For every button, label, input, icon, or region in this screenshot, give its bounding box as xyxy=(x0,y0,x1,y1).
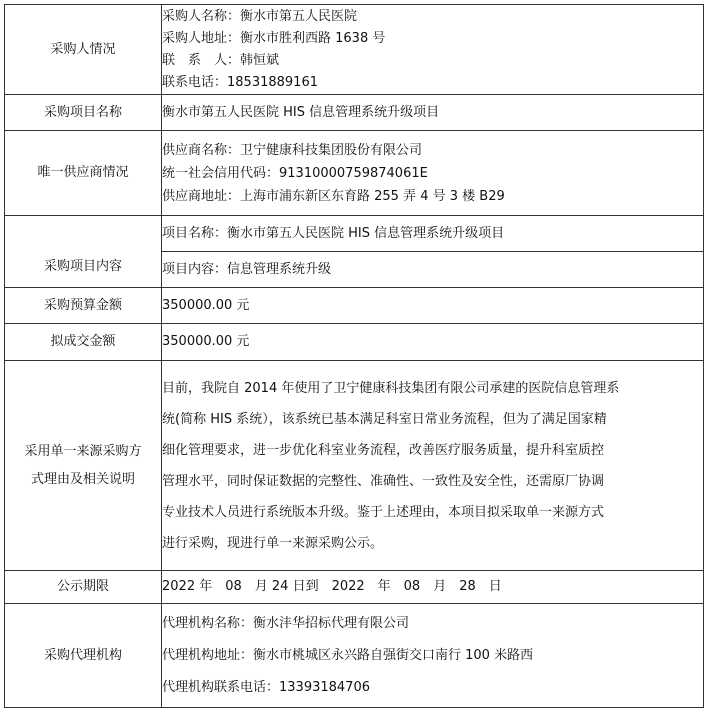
deal-amount-value xyxy=(162,324,704,361)
content-item-name xyxy=(162,216,704,252)
supplier-details xyxy=(162,131,704,216)
budget-row xyxy=(5,288,704,324)
budget-label: 采购预算金额 xyxy=(5,288,162,324)
deal-amount-row xyxy=(5,324,704,361)
reason-row xyxy=(5,361,704,571)
project-name-label: 采购项目名称 xyxy=(5,95,162,131)
notice-period-text: 2022 年 08 月 24 日到 2022 年 08 月 28 日 xyxy=(162,579,502,594)
deal-amount-label: 拟成交金额 xyxy=(5,324,162,361)
supplier-row xyxy=(5,131,704,216)
content-label: 采购项目内容 xyxy=(5,216,162,288)
notice-period-row xyxy=(5,571,704,604)
project-name-value xyxy=(162,95,704,131)
agency-phone: 代理机构联系电话：13393184706 xyxy=(162,679,370,695)
reason-line: 进行采购，现进行单一来源采购公示。 xyxy=(162,535,384,551)
purchaser-address: 采购人地址：衡水市胜利西路 1638 号 xyxy=(162,30,386,46)
reason-line: 细化管理要求，进一步优化科室业务流程，改善医疗服务质量，提升科室质控 xyxy=(162,442,605,458)
budget-amount: 350000.00 元 xyxy=(162,297,250,313)
deal-amount-text: 350000.00 元 xyxy=(162,334,250,349)
supplier-label: 唯一供应商情况 xyxy=(5,131,162,216)
supplier-address: 供应商地址：上海市浦东新区东育路 255 弄 4 号 3 楼 B29 xyxy=(162,188,505,204)
agency-row xyxy=(5,604,704,708)
reason-label-line-2: 式理由及相关说明 xyxy=(30,471,135,487)
purchaser-details xyxy=(162,5,704,95)
notice-period-label: 公示期限 xyxy=(5,571,162,604)
purchaser-contact: 联 系 人：韩恒斌 xyxy=(162,52,280,68)
reason-text xyxy=(162,361,704,571)
reason-line: 统(简称 HIS 系统），该系统已基本满足科室日常业务流程，但为了满足国家精 xyxy=(162,411,607,427)
purchaser-phone: 联系电话：18531889161 xyxy=(162,74,318,90)
reason-line: 专业技术人员进行系统版本升级。鉴于上述理由，本项目拟采取单一来源方式 xyxy=(162,504,605,520)
notice-period-value xyxy=(162,571,704,604)
reason-line: 目前，我院自 2014 年使用了卫宁健康科技集团有限公司承建的医院信息管理系 xyxy=(162,380,620,396)
agency-label: 采购代理机构 xyxy=(5,604,162,708)
procurement-notice-table xyxy=(4,4,704,708)
purchaser-row xyxy=(5,5,704,95)
agency-address: 代理机构地址：衡水市桃城区永兴路自强街交口南行 100 米路西 xyxy=(162,647,534,663)
content-item-name-text: 项目名称：衡水市第五人民医院 HIS 信息管理系统升级项目 xyxy=(162,225,505,241)
agency-name: 代理机构名称：衡水沣华招标代理有限公司 xyxy=(162,615,410,631)
purchaser-name: 采购人名称：衡水市第五人民医院 xyxy=(162,8,358,24)
purchaser-label: 采购人情况 xyxy=(5,5,162,95)
content-row-1 xyxy=(5,216,704,252)
reason-label xyxy=(5,361,162,571)
reason-label-line-1: 采用单一来源采购方 xyxy=(24,443,142,459)
content-item-content-text: 项目内容：信息管理系统升级 xyxy=(162,261,332,277)
project-name-text: 衡水市第五人民医院 HIS 信息管理系统升级项目 xyxy=(162,104,440,120)
reason-line: 管理水平，同时保证数据的完整性、准确性、一致性及安全性，还需原厂协调 xyxy=(162,473,605,489)
budget-value xyxy=(162,288,704,324)
content-item-content xyxy=(162,252,704,288)
supplier-credit-code: 统一社会信用代码：91310000759874061E xyxy=(162,165,428,181)
supplier-name: 供应商名称：卫宁健康科技集团股份有限公司 xyxy=(162,142,423,158)
agency-details xyxy=(162,604,704,708)
project-name-row xyxy=(5,95,704,131)
